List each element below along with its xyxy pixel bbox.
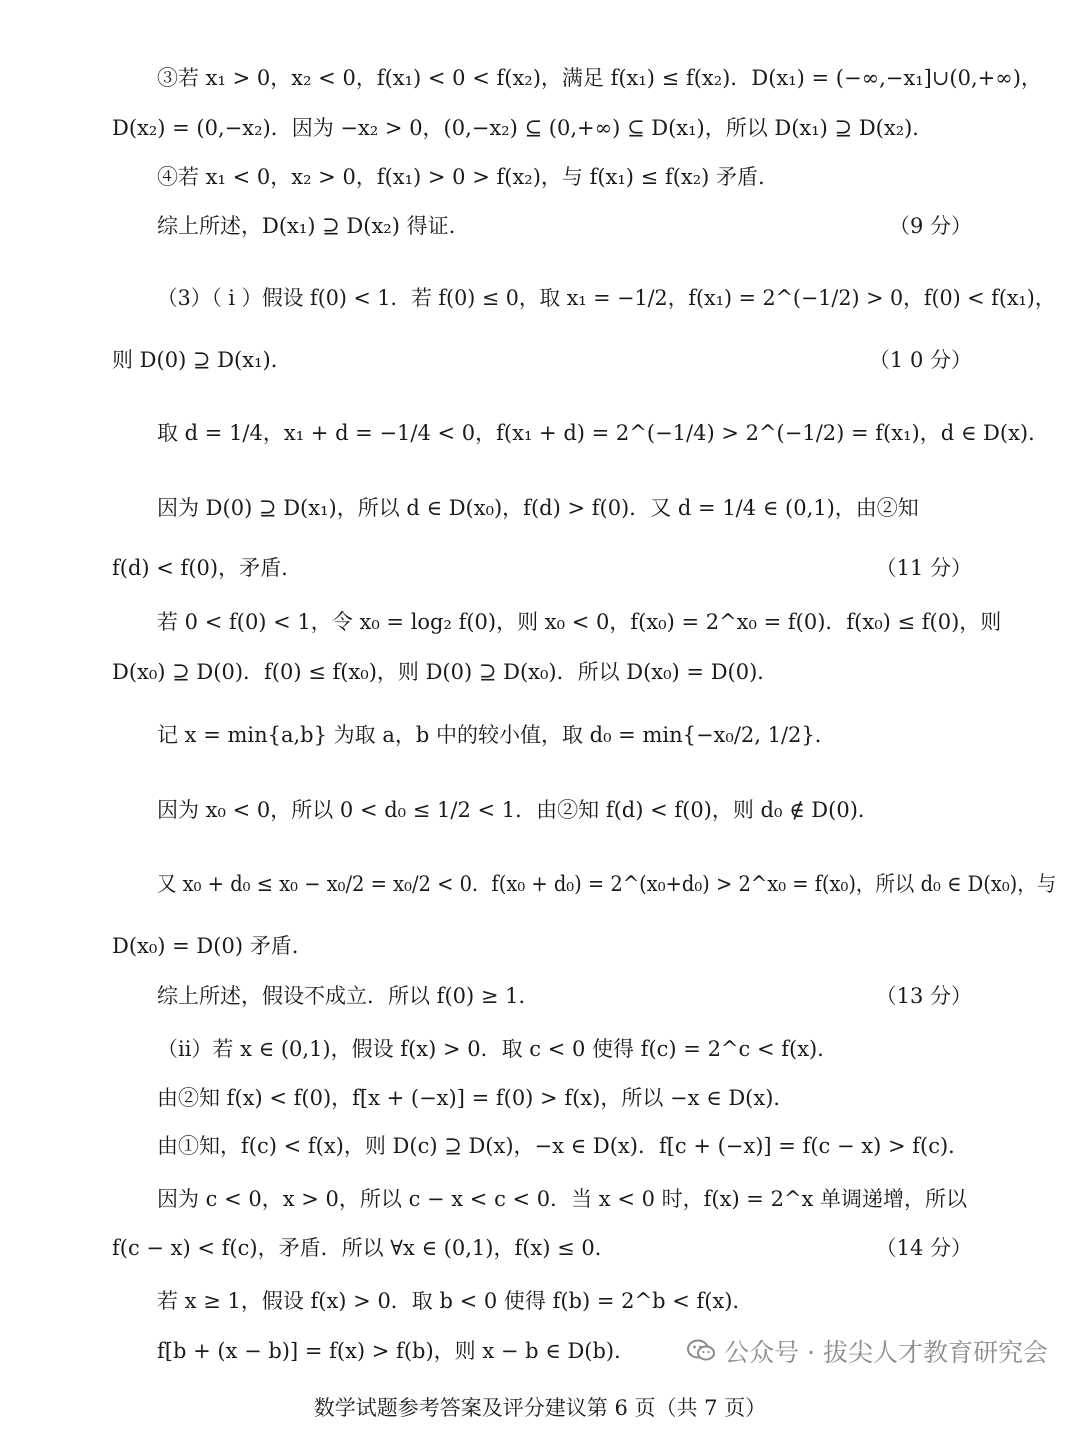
page-footer: 数学试题参考答案及评分建议第 6 页（共 7 页） (313, 1396, 767, 1420)
watermark-text: 公众号 · 拔尖人才教育研究会 (724, 1338, 1048, 1367)
score-marker: （1 0 分） (868, 348, 972, 372)
line-text: （ii）若 x ∈ (0,1)，假设 f(x) > 0．取 c < 0 使得 f(c) = 2^c < f(x)． (157, 1037, 839, 1061)
line-text: f(d) < f(0)，矛盾. (112, 556, 288, 580)
line-text: 由①知，f(c) < f(x)，则 D(c) ⊇ D(x)，−x ∈ D(x)．f[c + (−x)] = f(c − x) > f(c)． (157, 1134, 970, 1158)
line-text: 取 d = 1/4，x₁ + d = −1/4 < 0，f(x₁ + d) = 2^(−1/4) > 2^(−1/2) = f(x₁)，d ∈ D(x)． (157, 421, 1050, 445)
line-text: 因为 c < 0，x > 0，所以 c − x < c < 0．当 x < 0 时，f(x) = 2^x 单调递增，所以 (157, 1187, 968, 1211)
line-text: 综上所述，假设不成立．所以 f(0) ≥ 1． (157, 984, 540, 1008)
line-text: 又 x₀ + d₀ ≤ x₀ − x₀/2 = x₀/2 < 0．f(x₀ + d₀) = 2^(x₀+d₀) > 2^x₀ = f(x₀)，所以 d₀ ∈ D(x₀)，与 (157, 872, 1057, 896)
line-text: f[b + (x − b)] = f(x) > f(b)，则 x − b ∈ D(b)． (157, 1339, 636, 1363)
score-marker: （11 分） (875, 556, 972, 580)
line-text: 若 0 < f(0) < 1，令 x₀ = log₂ f(0)，则 x₀ < 0，f(x₀) = 2^x₀ = f(0)．f(x₀) ≤ f(0)，则 (157, 610, 1002, 634)
line-text: D(x₂) = (0,−x₂)．因为 −x₂ > 0，(0,−x₂) ⊆ (0,+∞) ⊆ D(x₁)，所以 D(x₁) ⊇ D(x₂)． (112, 116, 934, 140)
line-text: 因为 x₀ < 0，所以 0 < d₀ ≤ 1/2 < 1．由②知 f(d) < f(0)，则 d₀ ∉ D(0)． (157, 798, 879, 822)
line-text: （3）（ i ）假设 f(0) < 1．若 f(0) ≤ 0，取 x₁ = −1/2，f(x₁) = 2^(−1/2) > 0，f(0) < f(x₁)， (157, 286, 1056, 310)
line-text: D(x₀) ⊇ D(0)．f(0) ≤ f(x₀)，则 D(0) ⊇ D(x₀)．所以 D(x₀) = D(0)． (112, 660, 779, 684)
line-text: 若 x ≥ 1，假设 f(x) > 0．取 b < 0 使得 f(b) = 2^b < f(x)． (157, 1289, 754, 1313)
watermark (686, 1334, 1048, 1368)
score-marker: （13 分） (875, 984, 972, 1008)
line-text: ④若 x₁ < 0，x₂ > 0，f(x₁) > 0 > f(x₂)，与 f(x₁) ≤ f(x₂) 矛盾. (157, 165, 765, 189)
line-text: 记 x = min{a,b} 为取 a，b 中的较小值，取 d₀ = min{−x₀/2, 1/2}． (157, 723, 836, 747)
line-text: 则 D(0) ⊇ D(x₁)． (112, 348, 292, 372)
wechat-icon (686, 1338, 716, 1364)
line-text: D(x₀) = D(0) 矛盾. (112, 934, 299, 958)
line-text: ③若 x₁ > 0，x₂ < 0，f(x₁) < 0 < f(x₂)，满足 f(x₁) ≤ f(x₂)．D(x₁) = (−∞,−x₁]∪(0,+∞)， (157, 66, 1042, 90)
score-marker: （9 分） (888, 214, 972, 238)
line-text: 由②知 f(x) < f(0)，f[x + (−x)] = f(0) > f(x)，所以 −x ∈ D(x)． (157, 1086, 795, 1110)
line-text: f(c − x) < f(c)，矛盾．所以 ∀x ∈ (0,1)，f(x) ≤ 0． (112, 1236, 616, 1260)
score-marker: （14 分） (875, 1236, 972, 1260)
line-text: 综上所述，D(x₁) ⊇ D(x₂) 得证. (157, 214, 456, 238)
line-text: 因为 D(0) ⊇ D(x₁)，所以 d ∈ D(x₀)，f(d) > f(0)．又 d = 1/4 ∈ (0,1)，由②知 (157, 496, 919, 520)
